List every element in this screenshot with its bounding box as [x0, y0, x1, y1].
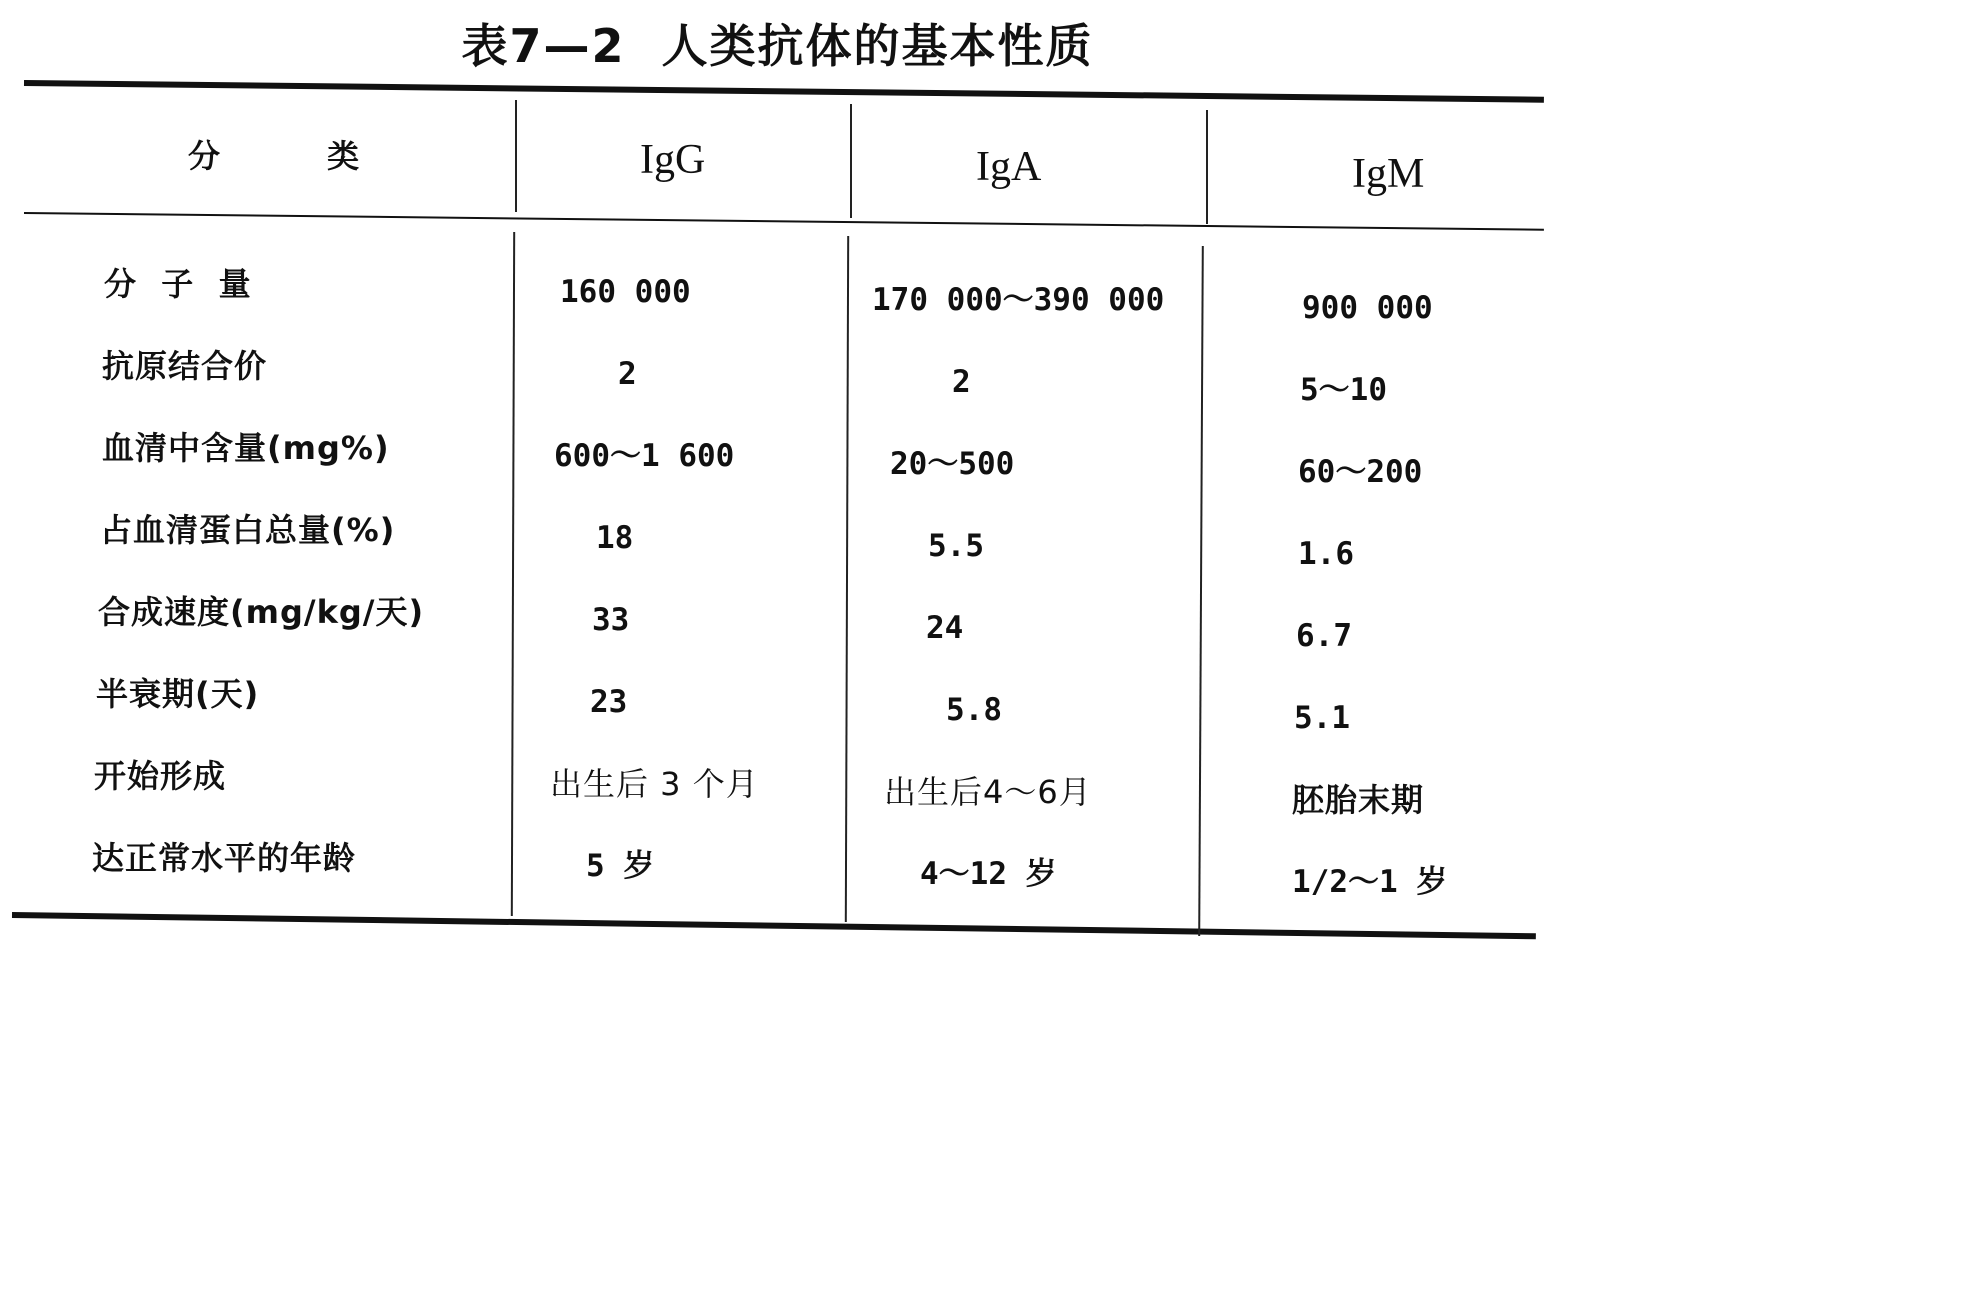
cell-igg-onset: 出生后 3 个月 — [550, 765, 759, 803]
row-label-antigen-valence: 抗原结合价 — [102, 347, 268, 385]
cell-iga-antigen-valence: 2 — [952, 364, 971, 400]
row-label-serum-protein-share: 占血清蛋白总量(%) — [100, 511, 396, 549]
cell-igg-molecular-weight: 160 000 — [560, 274, 691, 310]
cell-iga-synthesis-rate: 24 — [926, 610, 964, 646]
cell-igm-adult-level-age: 1/2～1 岁 — [1292, 864, 1448, 900]
cell-igm-molecular-weight: 900 000 — [1302, 290, 1433, 326]
cell-igg-antigen-valence: 2 — [618, 356, 637, 392]
cell-igg-half-life: 23 — [590, 684, 628, 720]
top-rule — [24, 80, 1544, 103]
bottom-rule — [12, 912, 1536, 939]
cell-igm-serum-content: 60～200 — [1298, 454, 1423, 490]
row-label-synthesis-rate: 合成速度(mg/kg/天) — [98, 593, 425, 631]
row-label-adult-level-age: 达正常水平的年龄 — [92, 839, 357, 877]
header-category: 分 类 — [188, 137, 362, 175]
cell-igg-adult-level-age: 5 岁 — [586, 848, 655, 884]
column-divider-3-body — [1198, 246, 1204, 936]
cell-igm-antigen-valence: 5～10 — [1300, 372, 1387, 408]
cell-igg-serum-content: 600～1 600 — [554, 438, 735, 474]
header-iga: IgA — [976, 144, 1042, 190]
row-label-serum-content: 血清中含量(mg%) — [102, 429, 390, 467]
header-igm: IgM — [1352, 151, 1425, 197]
row-label-half-life: 半衰期(天) — [96, 675, 260, 713]
cell-igm-half-life: 5.1 — [1294, 700, 1350, 736]
column-divider-1 — [515, 100, 517, 212]
row-label-onset: 开始形成 — [94, 757, 227, 795]
row-label-molecular-weight: 分 子 量 — [104, 265, 252, 303]
cell-iga-half-life: 5.8 — [946, 692, 1002, 728]
cell-iga-serum-protein-share: 5.5 — [928, 528, 984, 564]
column-divider-2-body — [845, 236, 849, 922]
cell-igg-synthesis-rate: 33 — [592, 602, 630, 638]
column-divider-3 — [1206, 110, 1208, 224]
header-igg: IgG — [640, 137, 706, 183]
header-rule — [24, 212, 1544, 231]
cell-igm-serum-protein-share: 1.6 — [1298, 536, 1354, 572]
cell-iga-adult-level-age: 4～12 岁 — [920, 856, 1057, 892]
cell-igm-synthesis-rate: 6.7 — [1296, 618, 1352, 654]
cell-igg-serum-protein-share: 18 — [596, 520, 634, 556]
cell-iga-molecular-weight: 170 000～390 000 — [872, 282, 1165, 318]
cell-iga-serum-content: 20～500 — [890, 446, 1015, 482]
cell-iga-onset: 出生后4～6月 — [884, 773, 1092, 811]
column-divider-2 — [850, 104, 852, 218]
cell-igm-onset: 胚胎末期 — [1292, 781, 1425, 819]
column-divider-1-body — [511, 232, 515, 916]
table-title: 表7—2 人类抗体的基本性质 — [461, 19, 1094, 73]
